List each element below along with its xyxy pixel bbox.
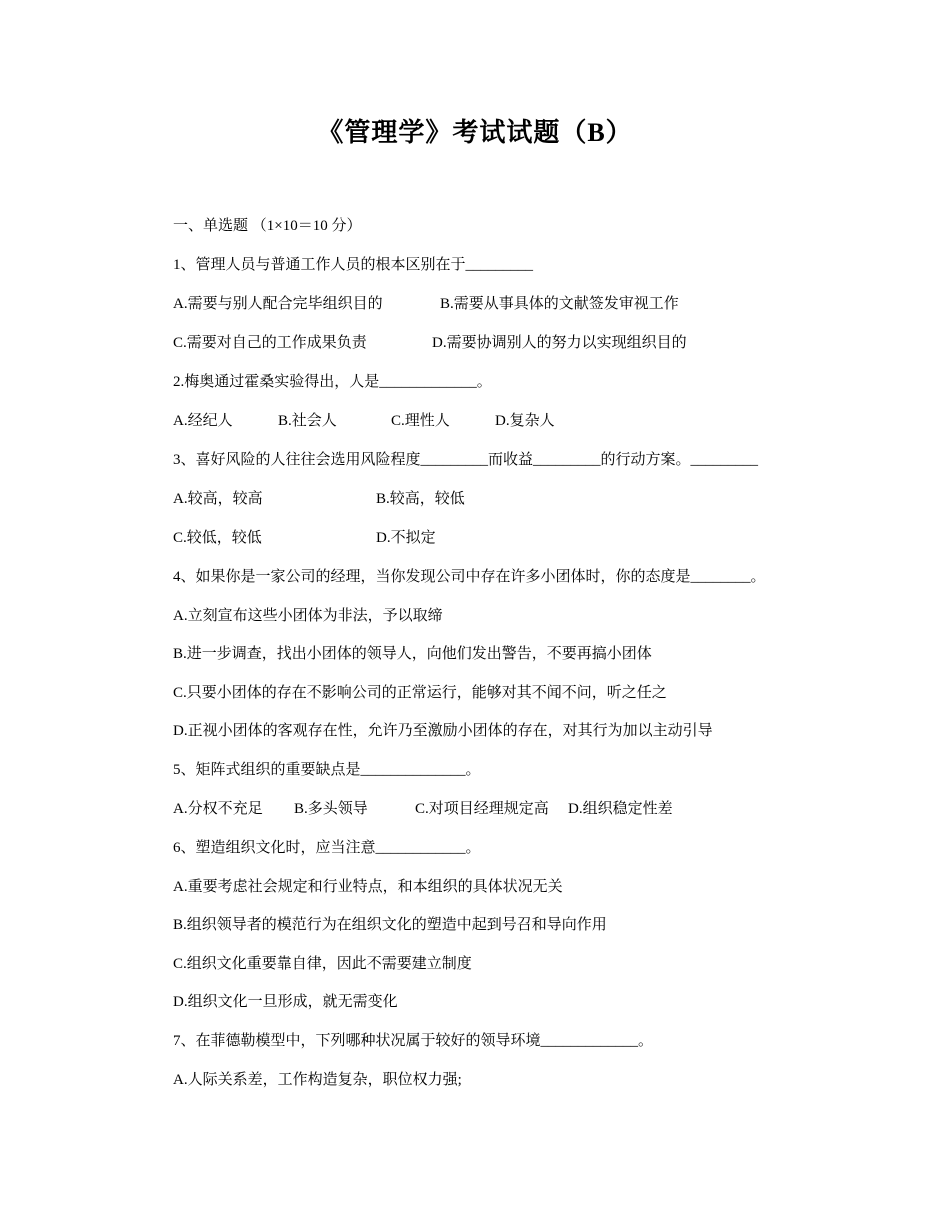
question-4-stem: 4、如果你是一家公司的经理，当你发现公司中存在许多小团体时，你的态度是________。 xyxy=(173,569,766,585)
question-3-option-c: C.较低，较低 xyxy=(173,530,262,546)
question-5-option-d: D.组织稳定性差 xyxy=(568,801,673,817)
question-3-stem: 3、喜好风险的人往往会选用风险程度_________而收益_________的行动方案。_________ xyxy=(173,452,759,468)
question-1-option-c: C.需要对自己的工作成果负责 xyxy=(173,335,367,351)
question-6-option-a: A.重要考虑社会规定和行业特点，和本组织的具体状况无关 xyxy=(173,879,563,895)
question-5-stem: 5、矩阵式组织的重要缺点是______________。 xyxy=(173,762,481,778)
question-1-option-a: A.需要与别人配合完毕组织目的 xyxy=(173,296,383,312)
question-7-stem: 7、在菲德勒模型中，下列哪种状况属于较好的领导环境_____________。 xyxy=(173,1033,654,1049)
question-6-option-c: C.组织文化重要靠自律，因此不需要建立制度 xyxy=(173,956,472,972)
exam-title: 《管理学》考试试题（B） xyxy=(317,118,633,147)
question-7-option-a: A.人际关系差，工作构造复杂，职位权力强; xyxy=(173,1072,462,1088)
question-5-option-b: B.多头领导 xyxy=(294,801,368,817)
question-5-option-a: A.分权不充足 xyxy=(173,801,263,817)
question-6-option-d: D.组织文化一旦形成，就无需变化 xyxy=(173,994,398,1010)
question-4-option-a: A.立刻宣布这些小团体为非法，予以取缔 xyxy=(173,608,443,624)
question-3-option-b: B.较高，较低 xyxy=(376,491,465,507)
question-1-option-d: D.需要协调别人的努力以实现组织目的 xyxy=(432,335,687,351)
question-4-option-d: D.正视小团体的客观存在性，允许乃至激励小团体的存在，对其行为加以主动引导 xyxy=(173,723,713,739)
question-6-stem: 6、塑造组织文化时，应当注意____________。 xyxy=(173,840,481,856)
question-2-stem: 2.梅奥通过霍桑实验得出，人是_____________。 xyxy=(173,374,492,390)
question-2-option-b: B.社会人 xyxy=(278,413,337,429)
question-1-option-b: B.需要从事具体的文献签发审视工作 xyxy=(440,296,679,312)
question-2-option-a: A.经纪人 xyxy=(173,413,233,429)
question-3-option-a: A.较高，较高 xyxy=(173,491,263,507)
question-1-stem: 1、管理人员与普通工作人员的根本区别在于_________ xyxy=(173,257,534,273)
question-3-option-d: D.不拟定 xyxy=(376,530,436,546)
section-heading: 一、单选题 （1×10＝10 分） xyxy=(173,218,362,234)
question-4-option-c: C.只要小团体的存在不影响公司的正常运行，能够对其不闻不问，听之任之 xyxy=(173,685,667,701)
question-5-option-c: C.对项目经理规定高 xyxy=(415,801,549,817)
question-6-option-b: B.组织领导者的模范行为在组织文化的塑造中起到号召和导向作用 xyxy=(173,917,607,933)
question-2-option-d: D.复杂人 xyxy=(495,413,555,429)
question-4-option-b: B.进一步调查，找出小团体的领导人，向他们发出警告，不要再搞小团体 xyxy=(173,646,652,662)
question-2-option-c: C.理性人 xyxy=(391,413,450,429)
